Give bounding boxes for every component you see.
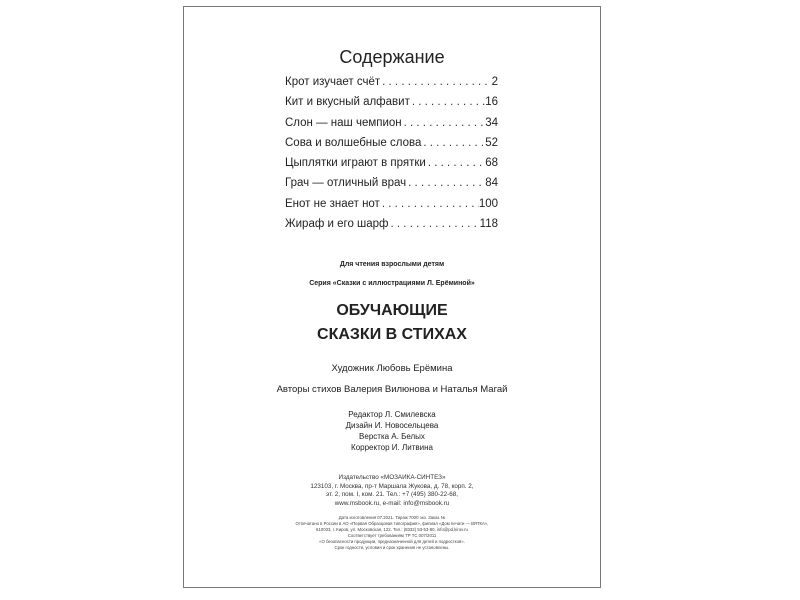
imprint-line: «О безопасности продукции, предназначенной для детей и подростков». bbox=[319, 539, 465, 544]
staff-line: Редактор Л. Смилевска bbox=[348, 410, 436, 419]
toc-entry bbox=[285, 218, 498, 238]
imprint-line: Срок годности, условия и срок хранения не установлены. bbox=[334, 545, 450, 550]
staff-line: Корректор И. Литвина bbox=[351, 443, 433, 452]
toc-entry bbox=[285, 96, 498, 116]
artist-credit: Художник Любовь Ерёмина bbox=[331, 363, 453, 374]
toc-entry-page: 84 bbox=[485, 177, 498, 190]
book-title bbox=[184, 299, 600, 347]
staff-line: Верстка А. Белых bbox=[359, 432, 425, 441]
imprint-line: Дата изготовления 07.2021. Тираж 7000 экз. Заказ № bbox=[338, 515, 446, 520]
toc-entry-label: Кит и вкусный алфавит bbox=[285, 96, 410, 109]
toc-entry-label: Грач — отличный врач bbox=[285, 177, 407, 190]
toc-entry bbox=[285, 76, 498, 96]
toc-entry bbox=[285, 157, 498, 177]
toc-entry-label: Енот не знает нот bbox=[285, 197, 380, 210]
toc-entry-label: Цыплятки играют в прятки bbox=[285, 157, 426, 170]
toc-entry-label: Слон — наш чемпион bbox=[285, 116, 402, 129]
book-title-line-1: ОБУЧАЮЩИЕ bbox=[336, 302, 448, 319]
staff-line: Дизайн И. Новосельцева bbox=[345, 421, 439, 430]
audience-note: Для чтения взрослыми детям bbox=[339, 261, 445, 268]
toc-leader-dots bbox=[410, 96, 485, 108]
staff-credits bbox=[184, 409, 600, 453]
toc-leader-dots bbox=[406, 177, 485, 189]
toc-leader-dots bbox=[380, 76, 491, 88]
toc-entry-page: 118 bbox=[479, 218, 498, 231]
toc-leader-dots bbox=[380, 198, 479, 210]
toc-entry-page: 2 bbox=[491, 76, 498, 88]
series-note: Серия «Сказки с иллюстрациями Л. Ерёминой» bbox=[309, 280, 475, 287]
publisher-line: www.msbook.ru, e-mail: info@msbook.ru bbox=[334, 499, 450, 507]
imprint-line: 610033, г. Киров, ул. Московская, 122. Тел.: (8332) 53-53-80, info@pd.kirov.ru bbox=[316, 527, 468, 532]
toc-entry-page: 100 bbox=[478, 197, 498, 210]
toc-entry-page: 16 bbox=[485, 96, 498, 109]
publisher-line: Издательство «МОЗАИКА-СИНТЕЗ» bbox=[338, 474, 446, 481]
toc-entry-label: Сова и волшебные слова bbox=[285, 136, 422, 149]
table-of-contents bbox=[285, 76, 498, 238]
publisher-line: 123103, г. Москва, пр-т Маршала Жукова, д. 78, корп. 2, bbox=[310, 482, 474, 490]
toc-leader-dots bbox=[389, 218, 480, 230]
publisher-line: эт. 2, пом. I, ком. 21. Тел.: +7 (495) 380-22-68, bbox=[326, 491, 458, 498]
toc-entry bbox=[285, 198, 498, 218]
toc-entry-label: Крот изучает счёт bbox=[285, 76, 381, 88]
toc-title: Содержание bbox=[339, 47, 445, 67]
imprint-line: Отпечатано в России в АО «Первая Образцовая типография», филиал «Дом печати — ВЯТКА», bbox=[295, 521, 489, 526]
toc-entry bbox=[285, 177, 498, 197]
toc-entry-page: 34 bbox=[485, 116, 498, 129]
imprint-line: Соответствует требованиям ТР ТС 007/2011 bbox=[347, 533, 437, 538]
book-title-line-2: СКАЗКИ В СТИХАХ bbox=[317, 326, 467, 343]
imprint-info bbox=[184, 515, 600, 551]
toc-leader-dots bbox=[426, 157, 485, 169]
toc-entry bbox=[285, 117, 498, 137]
toc-entry-page: 52 bbox=[485, 136, 498, 149]
toc-entry bbox=[285, 137, 498, 157]
toc-leader-dots bbox=[421, 137, 485, 149]
publisher-info bbox=[184, 474, 600, 508]
authors-credit: Авторы стихов Валерия Вилюнова и Наталья Магай bbox=[276, 384, 508, 395]
book-page bbox=[183, 6, 601, 588]
toc-leader-dots bbox=[402, 117, 486, 129]
toc-entry-page: 68 bbox=[485, 157, 498, 170]
toc-entry-label: Жираф и его шарф bbox=[285, 218, 389, 231]
